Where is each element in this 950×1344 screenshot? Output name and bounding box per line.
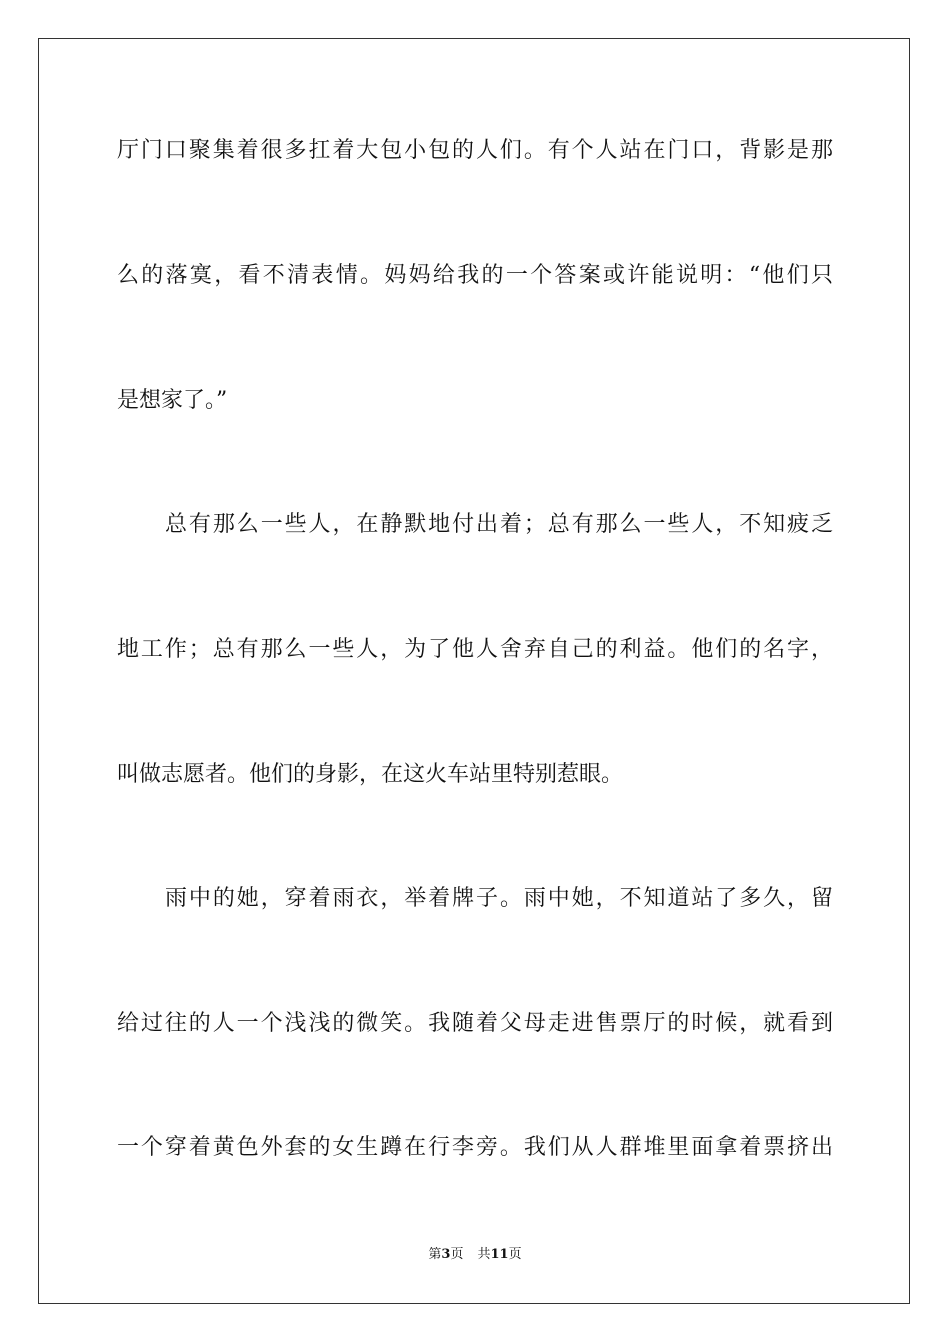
text-line-8: 给过往的人一个浅浅的微笑。我随着父母走进售票厅的时候，就看到: [117, 1011, 833, 1036]
text-line-4: 总有那么一些人，在静默地付出着；总有那么一些人，不知疲乏: [165, 512, 833, 537]
text-line-2: 么的落寞，看不清表情。妈妈给我的一个答案或许能说明：“他们只: [117, 263, 833, 288]
text-line-6: 叫做志愿者。他们的身影，在这火车站里特别惹眼。: [117, 762, 624, 787]
footer-total-suffix: 页: [508, 1247, 522, 1262]
footer-total-prefix: 共: [477, 1247, 491, 1262]
page-footer: [0, 1246, 950, 1264]
text-line-7: 雨中的她，穿着雨衣，举着牌子。雨中她，不知道站了多久，留: [165, 886, 833, 911]
footer-page-suffix: 页: [450, 1247, 464, 1262]
text-line-9: 一个穿着黄色外套的女生蹲在行李旁。我们从人群堆里面拿着票挤出: [117, 1135, 833, 1160]
text-line-3: 是想家了。”: [117, 388, 228, 413]
footer-page-number: 3: [441, 1247, 451, 1262]
footer-total-pages: 11: [490, 1247, 509, 1262]
page-border: [38, 38, 910, 1304]
text-line-5: 地工作；总有那么一些人，为了他人舍弃自己的利益。他们的名字，: [117, 637, 833, 662]
footer-page-prefix: 第: [428, 1247, 442, 1262]
text-line-1: 厅门口聚集着很多扛着大包小包的人们。有个人站在门口，背影是那: [117, 138, 833, 163]
